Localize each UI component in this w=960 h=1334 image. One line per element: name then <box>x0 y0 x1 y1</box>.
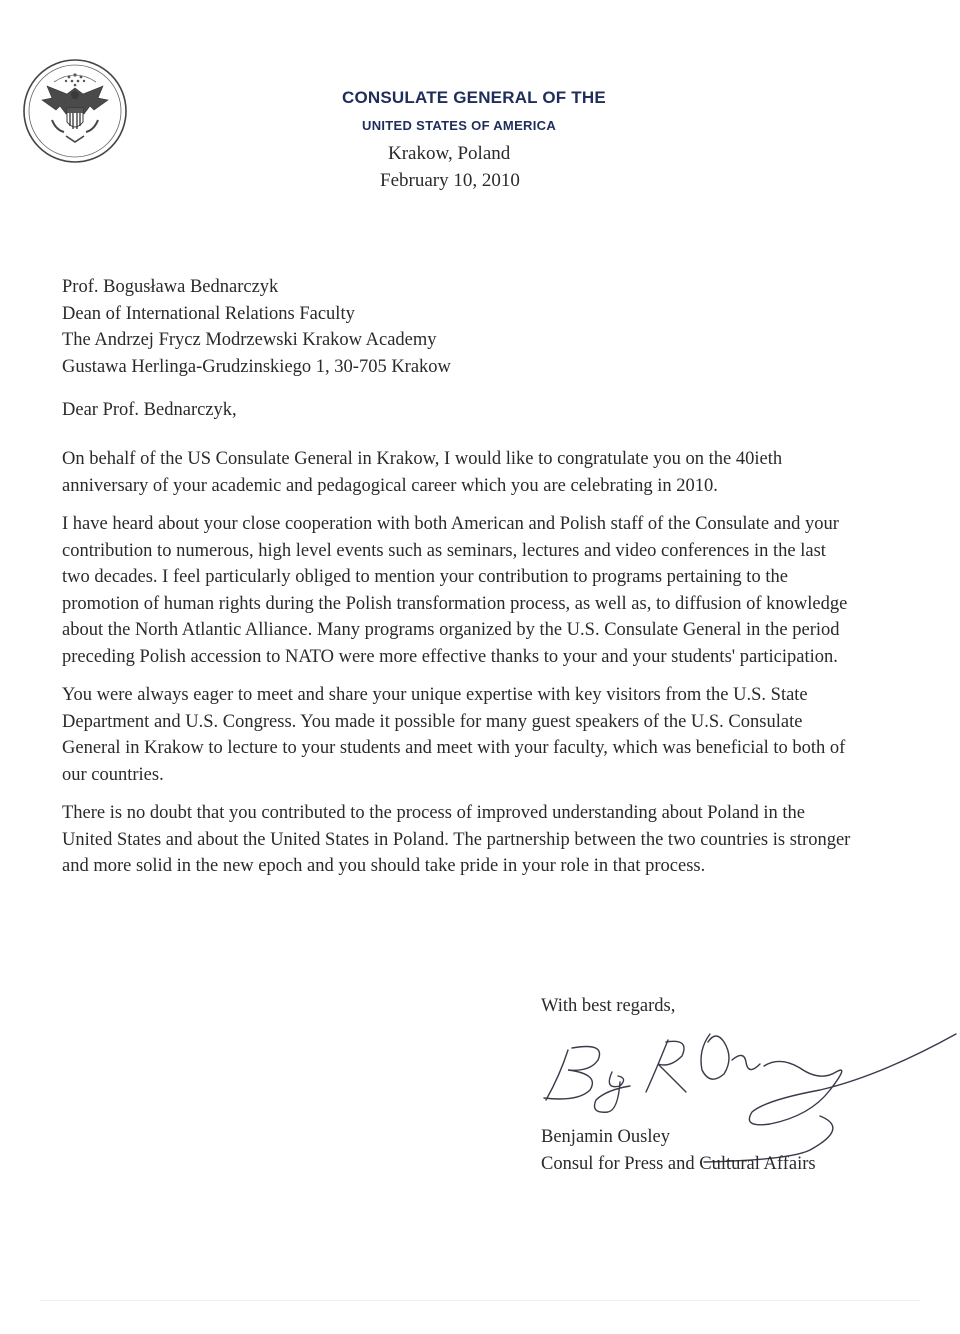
body-paragraph: On behalf of the US Consulate General in Krakow, I would like to congratulate you on the 40ieth anniversary of your academic and pedagogical career which you are celebrating in 2010. <box>62 449 783 496</box>
letterhead-title: CONSULATE GENERAL OF THE <box>342 88 606 107</box>
salutation: Dear Prof. Bednarczyk, <box>62 400 237 420</box>
closing: With best regards, <box>541 996 676 1016</box>
body-paragraph: You were always eager to meet and share your unique expertise with key visitors from the U.S. State Department and U.S. Congress. You made it possible for many guest speakers of the U.S. Consulate General in Krakow to lecture to your students and meet with your faculty, which was beneficial to both of our countries. <box>62 685 846 785</box>
recipient-institution: The Andrzej Frycz Modrzewski Krakow Academy <box>62 330 437 350</box>
body-paragraph: I have heard about your close cooperation with both American and Polish staff of the Consulate and your contribution to numerous, high level events such as seminars, lectures and video conferences in the last two decades. I feel particularly obliged to mention your contribution to programs pertaining to the promotion of human rights during the Polish transformation process, as well as, to diffusion of knowledge about the North Atlantic Alliance. Many programs organized by the U.S. Consulate General in the period preceding Polish accession to NATO were more effective thanks to your and your students' participation. <box>62 514 848 667</box>
letter-date: February 10, 2010 <box>380 170 520 191</box>
body-paragraph: There is no doubt that you contributed to the process of improved understanding about Poland in the United States and about the United States in Poland. The partnership between the two countries is stronger and more solid in the new epoch and you should take pride in your role in that process. <box>62 803 851 876</box>
recipient-position: Dean of International Relations Faculty <box>62 303 355 324</box>
recipient-address <box>62 274 451 380</box>
recipient-name: Prof. Bogusława Bednarczyk <box>62 277 279 297</box>
signer-block <box>541 1124 816 1178</box>
signer-title: Consul for Press and Cultural Affairs <box>541 1154 816 1174</box>
letterhead-subtitle: UNITED STATES OF AMERICA <box>362 118 557 133</box>
page-edge-divider <box>40 1300 920 1301</box>
letter-body <box>62 446 852 892</box>
letterhead-city: Krakow, Poland <box>388 143 511 164</box>
us-great-seal-icon <box>22 58 128 164</box>
signer-name: Benjamin Ousley <box>541 1127 670 1147</box>
recipient-street: Gustawa Herlinga-Grudzinskiego 1, 30-705 Krakow <box>62 356 451 377</box>
